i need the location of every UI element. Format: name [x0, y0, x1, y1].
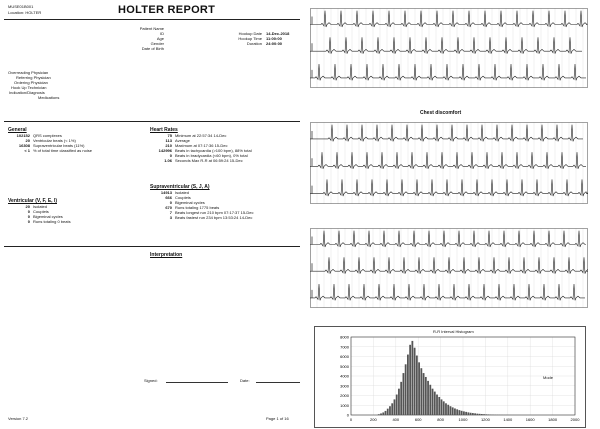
v-text: Isolated — [33, 204, 48, 209]
ecg-trace — [310, 122, 588, 204]
histogram-bar — [425, 377, 427, 415]
sv-value: 666 — [165, 195, 172, 200]
histogram-bar — [445, 403, 447, 415]
patient-name-label: Patient Name — [139, 26, 164, 31]
heart-rate-value: 75 — [167, 133, 172, 138]
ecg-strip-3 — [310, 228, 588, 308]
histogram-bar — [441, 399, 443, 415]
interpretation-rule — [4, 246, 300, 247]
histogram-bar — [474, 413, 476, 415]
histogram-x-tick: 1400 — [503, 417, 513, 422]
supraventricular-heading: Supraventricular (S, J, A) — [150, 184, 210, 190]
ecg-waveform — [310, 125, 583, 142]
histogram-bar — [394, 399, 396, 415]
histogram-bar — [427, 381, 429, 415]
hookup-time-label: Hookup Time — [238, 36, 262, 41]
ecg-waveform — [310, 11, 587, 27]
patient-gender-label: Gender — [150, 41, 164, 46]
histogram-bar — [432, 389, 434, 415]
histogram-bar — [456, 409, 458, 415]
sv-text: Beats longest run 210 bpm 07:17:37 15-Dec — [175, 210, 254, 215]
histogram-y-tick: 6000 — [340, 354, 349, 359]
heart-rate-value: 142996 — [158, 148, 172, 153]
section-rule — [4, 121, 300, 122]
histogram-bar — [447, 405, 449, 415]
histogram-y-tick: 5000 — [340, 363, 349, 369]
general-value: < 1 — [24, 148, 30, 153]
heart-rate-text: Beats in tachycardia (>100 bpm), 88% total — [175, 148, 252, 153]
histogram-x-tick: 2000 — [570, 417, 580, 422]
histogram-bar — [438, 397, 440, 415]
histogram-bar — [423, 373, 425, 415]
histogram-bar — [459, 410, 461, 415]
date-label: Date: — [240, 378, 250, 383]
histogram-mode-label: Mode — [543, 375, 554, 380]
heart-rate-value: 1.06 — [164, 158, 172, 163]
histogram-bar — [436, 395, 438, 415]
histogram-y-tick: 0 — [346, 412, 349, 418]
sv-value: 7 — [169, 210, 172, 215]
histogram-x-tick: 1000 — [458, 417, 468, 422]
patient-age-label: Age — [156, 36, 164, 41]
ecg-page — [310, 0, 600, 429]
histogram-x-tick: 600 — [414, 417, 422, 422]
heart-rates-section — [150, 127, 300, 163]
histogram-bar — [479, 414, 481, 415]
header-location: Location: HOLTER — [8, 10, 42, 15]
header-id: MUSE01B001 — [8, 4, 34, 9]
title-rule — [4, 19, 300, 20]
duration-label: Duration — [246, 41, 262, 46]
histogram-bar — [418, 362, 420, 415]
histogram-bar — [391, 403, 393, 415]
general-value: 16308 — [18, 143, 30, 148]
v-value: 20 — [25, 204, 30, 209]
histogram-bar — [400, 382, 402, 415]
histogram-bar — [387, 409, 389, 415]
histogram-bar — [434, 392, 436, 415]
physician-label: Hook Up Technician — [11, 85, 47, 90]
general-text: Supraventricular beats (11%) — [33, 143, 85, 148]
ecg-waveform — [310, 152, 586, 169]
histogram-bar — [409, 345, 411, 415]
histogram-bar — [467, 412, 469, 415]
report-title: HOLTER REPORT — [118, 4, 216, 16]
patient-id-label: ID — [160, 31, 164, 36]
histogram-bar — [454, 408, 456, 415]
histogram-bar — [405, 364, 407, 415]
general-value: 20 — [25, 138, 30, 143]
date-line[interactable] — [256, 382, 300, 383]
sv-text: Couplets — [175, 195, 191, 200]
heart-rate-text: Average — [175, 138, 190, 143]
ecg-waveform — [310, 257, 588, 273]
physician-label: Ordering Physician — [14, 80, 48, 85]
histogram-x-tick: 0 — [349, 417, 353, 422]
ecg-waveform — [310, 64, 586, 80]
histogram-title: R-R Interval Histogram — [433, 329, 474, 334]
histogram-bar — [488, 414, 490, 415]
histogram-bar — [450, 406, 452, 415]
report-page — [4, 2, 304, 427]
sv-text: Runs totaling 1775 beats — [175, 205, 220, 210]
histogram-y-tick: 2000 — [340, 393, 349, 398]
hookup-info — [214, 31, 304, 46]
histogram-y-tick: 4000 — [340, 373, 349, 379]
histogram-bar — [403, 373, 405, 415]
histogram-bar — [443, 401, 445, 415]
supraventricular-section — [150, 184, 300, 220]
physician-label: Overreading Physician — [8, 70, 49, 75]
hookup-date-value: 14-Dec-2018 — [266, 31, 290, 36]
ventricular-section — [8, 198, 148, 224]
v-value: 0 — [27, 214, 30, 219]
sv-text: Bigeminal cycles — [175, 200, 205, 205]
histogram-y-tick: 1000 — [340, 402, 349, 408]
histogram-bar — [380, 413, 382, 415]
v-value: 0 — [27, 219, 30, 224]
histogram-y-tick: 3000 — [340, 383, 349, 389]
histogram-x-tick: 800 — [437, 417, 444, 422]
heart-rate-value: 210 — [165, 143, 172, 148]
v-text: Bigeminal cycles — [33, 214, 63, 219]
sv-value: 14913 — [160, 190, 172, 195]
hookup-time-value: 11:00:00 — [266, 36, 282, 41]
signed-label: Signed: — [144, 378, 158, 383]
histogram-bar — [385, 411, 387, 415]
histogram-bar — [378, 414, 380, 415]
page-number: Page 1 of 16 — [266, 416, 289, 421]
general-value: 102152 — [16, 133, 30, 138]
heart-rates-heading: Heart Rates — [150, 127, 178, 133]
heart-rate-text: Seconds Max R-R at 06:59:24 15-Dec — [175, 158, 243, 163]
physician-block — [8, 70, 59, 100]
histogram-x-tick: 1600 — [525, 417, 535, 422]
ecg-trace — [310, 8, 588, 88]
histogram-x-tick: 200 — [370, 417, 377, 422]
general-heading: General — [8, 127, 27, 133]
general-text: % of total time classified as noise — [33, 148, 92, 153]
histogram-bar — [476, 414, 478, 415]
signature-line[interactable] — [166, 382, 228, 383]
heart-rate-text: Beats in bradycardia (<60 bpm), 0% total — [175, 153, 248, 158]
patient-dob-label: Date of Birth — [141, 46, 164, 51]
histogram-x-tick: 1200 — [480, 417, 490, 422]
v-value: 0 — [27, 209, 30, 214]
histogram-bar — [414, 348, 416, 415]
heart-rate-value: 113 — [165, 138, 172, 143]
histogram-bar — [472, 413, 474, 415]
histogram-bar — [396, 395, 398, 415]
histogram-bar — [452, 407, 454, 415]
histogram-bar — [411, 341, 413, 415]
general-text: Ventricular beats (< 1%) — [33, 138, 76, 143]
heart-rate-text: Minimum at 22:57:34 14-Dec — [175, 133, 227, 138]
strip-section-title: Chest discomfort — [420, 110, 462, 116]
ventricular-heading: Ventricular (V, F, E, I) — [8, 198, 57, 204]
sv-value: 670 — [165, 205, 172, 210]
v-text: Couplets — [33, 209, 49, 214]
ecg-strip-1 — [310, 8, 588, 88]
physician-label: Medications — [38, 95, 60, 100]
general-section — [8, 127, 148, 153]
histogram-bar — [382, 412, 384, 415]
histogram-bar — [389, 406, 391, 415]
histogram-bar — [416, 356, 418, 415]
heart-rate-value: 0 — [169, 153, 172, 158]
interpretation-heading: Interpretation — [150, 252, 183, 258]
sv-value: 0 — [169, 200, 172, 205]
histogram-bar — [463, 411, 465, 415]
histogram-bar — [470, 413, 472, 415]
histogram-y-tick: 8000 — [340, 334, 349, 340]
histogram-bar — [429, 385, 431, 415]
ecg-waveform — [310, 284, 585, 300]
rr-histogram — [314, 326, 586, 428]
histogram-bar — [481, 414, 483, 415]
v-text: Runs totaling 0 beats — [33, 219, 71, 224]
physician-label: Indication/Diagnosis — [9, 90, 45, 95]
histogram-bar — [420, 368, 422, 415]
hookup-date-label: Hookup Date — [238, 31, 262, 36]
ecg-strip-2 — [310, 122, 588, 204]
physician-label: Referring Physician — [16, 75, 51, 80]
histogram-bar — [461, 411, 463, 415]
histogram-x-tick: 400 — [392, 417, 400, 422]
histogram-bar — [407, 355, 409, 415]
histogram-bar — [465, 412, 467, 415]
duration-value: 24:00:00 — [266, 41, 283, 46]
histogram-x-tick: 1800 — [548, 417, 558, 422]
sv-value: 3 — [169, 215, 172, 220]
histogram-y-tick: 7000 — [340, 344, 349, 350]
patient-labels — [102, 26, 164, 51]
general-text: QRS complexes — [33, 133, 62, 138]
heart-rate-text: Maximum at 07:17:36 15-Dec — [175, 143, 228, 148]
ecg-waveform — [310, 179, 588, 196]
histogram-bar — [485, 414, 487, 415]
histogram-bar — [483, 414, 485, 415]
histogram-bar — [398, 389, 400, 415]
sv-text: Beats fastest run 234 bpm 13:53:24 14-Dec — [175, 215, 253, 220]
ecg-waveform — [310, 37, 582, 53]
version-text: Version 7.2 — [8, 416, 29, 421]
ecg-waveform — [310, 231, 586, 247]
sv-text: Isolated — [175, 190, 190, 195]
ecg-trace — [310, 228, 588, 308]
